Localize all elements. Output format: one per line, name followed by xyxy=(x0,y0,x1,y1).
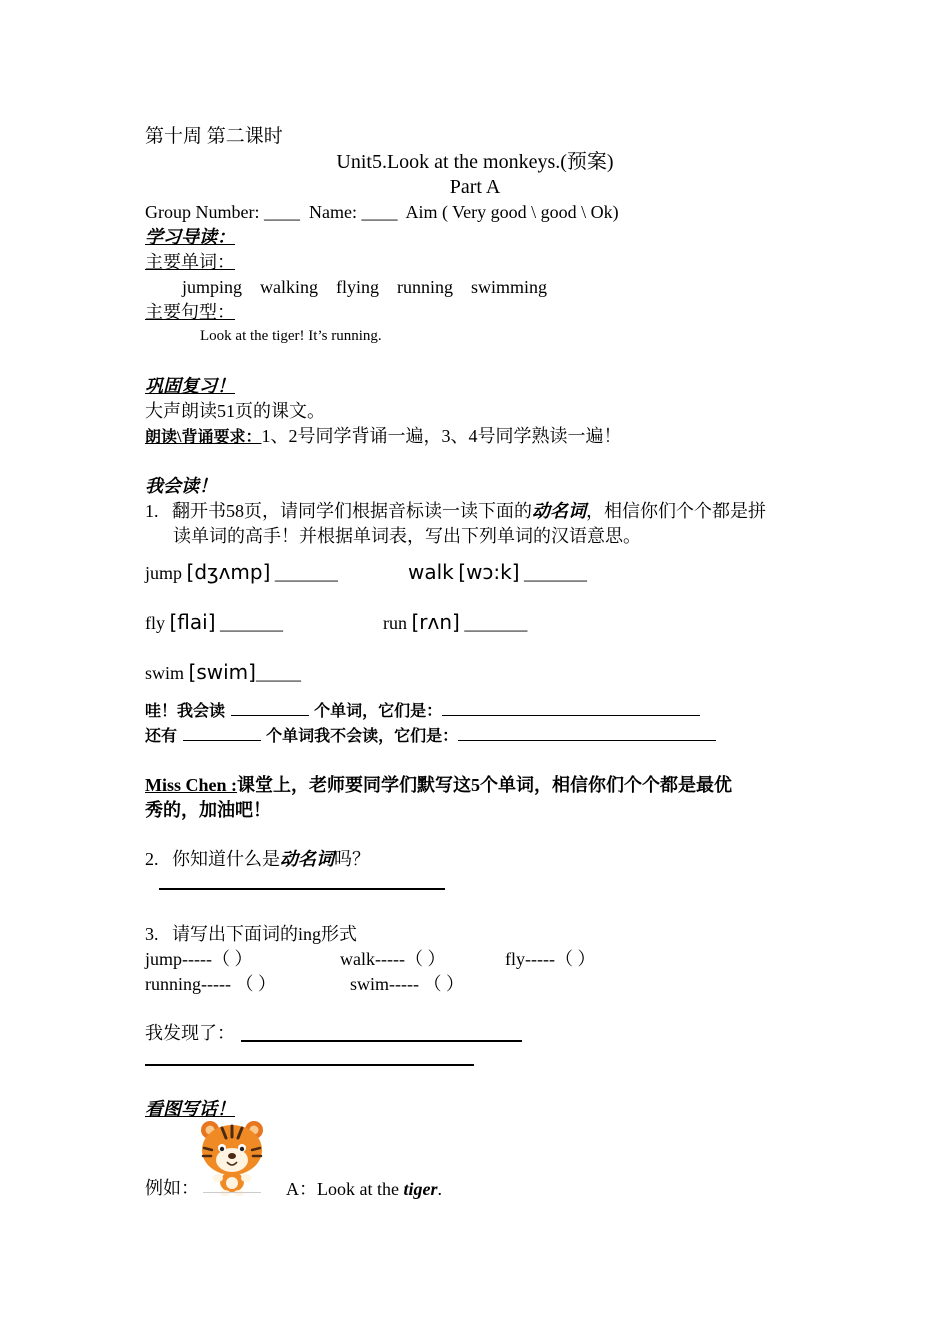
group-number-label: Group Number: ____ xyxy=(145,202,300,222)
question-number: 3. xyxy=(145,924,159,944)
answer-blank[interactable]: _______ xyxy=(464,613,528,633)
can-read-text: 哇！我会读 xyxy=(145,701,226,720)
question-1-cont: 读单词的高手！并根据单词表，写出下列单词的汉语意思。 xyxy=(173,526,641,546)
word-item: swimming xyxy=(471,277,548,297)
teacher-note xyxy=(145,776,732,794)
word: walk xyxy=(408,560,454,584)
sentence-emphasis: tiger xyxy=(403,1179,438,1199)
answer-blank[interactable]: _____ xyxy=(255,663,301,683)
answer-blank[interactable]: _______ xyxy=(220,613,284,633)
requirement-text: 1、2号同学背诵一遍，3、4号同学熟读一遍！ xyxy=(261,426,622,446)
can-read-line xyxy=(145,701,700,719)
requirement-label: 朗读\背诵要求： xyxy=(145,429,262,446)
review-requirement xyxy=(145,427,621,446)
word-item: running xyxy=(397,277,454,297)
example-label: 例如： xyxy=(145,1178,199,1198)
sentence-label: 主要句型： xyxy=(145,302,235,322)
word-item: walking xyxy=(260,277,319,297)
question-text: 吗？ xyxy=(334,849,370,869)
gerund-term: 动名词 xyxy=(280,849,334,869)
phonetic: [rʌn] xyxy=(411,610,460,634)
phonics-item-jump xyxy=(145,562,338,582)
answer-blank[interactable]: _______ xyxy=(274,563,338,583)
cannot-read-text: 还有 xyxy=(145,726,178,745)
part-label: Part A xyxy=(449,176,501,198)
sentence-text: . xyxy=(437,1179,442,1199)
aim-label: Aim ( Very good \ good \ Ok) xyxy=(405,202,619,222)
guide-heading: 学习导读： xyxy=(145,227,235,247)
review-heading: 巩固复习！ xyxy=(145,376,235,396)
can-read-text: 个单词，它们是： xyxy=(314,701,443,720)
question-2 xyxy=(145,850,370,868)
ing-item[interactable]: fly-----（ ） xyxy=(505,949,596,969)
question-text: 翻开书58页，请同学们根据音标读一读下面的 xyxy=(172,501,532,521)
teacher-text: 课堂上，老师要同学们默写这5个单词，相信你们个个都是最优 xyxy=(237,775,733,795)
phonetic: [flai] xyxy=(169,610,216,634)
key-sentence: Look at the tiger! It’s running. xyxy=(200,328,382,344)
example-sentence xyxy=(286,1180,442,1198)
phonics-item-walk xyxy=(408,562,587,582)
ing-item[interactable]: jump-----（ ） xyxy=(145,949,253,969)
week-label: 第十周 第二课时 xyxy=(145,126,283,147)
gerund-term: 动名词 xyxy=(532,501,586,521)
question-text: ，相信你们个个都是拼 xyxy=(586,501,766,521)
cannot-read-text: 个单词我不会读，它们是： xyxy=(266,726,459,745)
question-number: 2. xyxy=(145,849,159,869)
teacher-name: Miss Chen : xyxy=(145,775,238,795)
page-title: Unit5.Look at the monkeys.(预案) xyxy=(336,151,614,173)
ing-item[interactable]: swim----- （ ） xyxy=(350,974,464,994)
review-line: 大声朗读51页的课文。 xyxy=(145,401,325,421)
word: swim xyxy=(145,663,185,683)
word: fly xyxy=(145,613,165,633)
word: jump xyxy=(145,563,183,583)
tiger-illustration xyxy=(196,1116,268,1196)
question-1 xyxy=(145,502,766,520)
phonics-item-swim xyxy=(145,662,301,682)
word-item: flying xyxy=(336,277,380,297)
question-3 xyxy=(145,925,357,943)
key-words xyxy=(182,278,547,296)
count-blank[interactable] xyxy=(183,726,261,741)
answer-line[interactable] xyxy=(159,888,445,890)
phonetic: [swim] xyxy=(188,660,256,684)
teacher-note-cont: 秀的，加油吧！ xyxy=(145,800,271,820)
question-text: 你知道什么是 xyxy=(172,849,280,869)
sentence-text: A：Look at the xyxy=(286,1179,404,1199)
ing-item[interactable]: walk-----（ ） xyxy=(340,949,446,969)
answer-line[interactable] xyxy=(241,1040,522,1042)
found-label: 我发现了： xyxy=(145,1023,235,1043)
answer-blank[interactable]: _______ xyxy=(524,563,588,583)
info-line xyxy=(145,203,619,221)
count-blank[interactable] xyxy=(231,701,309,716)
phonics-item-fly xyxy=(145,612,283,632)
phonics-item-run xyxy=(383,612,527,632)
word-item: jumping xyxy=(182,277,243,297)
cannot-read-line xyxy=(145,726,716,744)
ing-item[interactable]: running----- （ ） xyxy=(145,974,276,994)
phonetic: [dʒʌmp] xyxy=(186,560,271,584)
read-heading: 我会读！ xyxy=(145,476,217,496)
words-label: 主要单词： xyxy=(145,252,235,272)
picture-heading: 看图写话！ xyxy=(145,1099,235,1119)
question-text: 请写出下面词的ing形式 xyxy=(172,924,358,944)
question-number: 1. xyxy=(145,501,159,521)
word: run xyxy=(383,613,407,633)
words-blank[interactable] xyxy=(458,726,716,741)
name-label: Name: ____ xyxy=(308,202,398,222)
phonetic: [wɔ:k] xyxy=(458,560,520,584)
answer-line[interactable] xyxy=(145,1064,474,1066)
words-blank[interactable] xyxy=(442,701,700,716)
image-baseline xyxy=(203,1192,261,1193)
